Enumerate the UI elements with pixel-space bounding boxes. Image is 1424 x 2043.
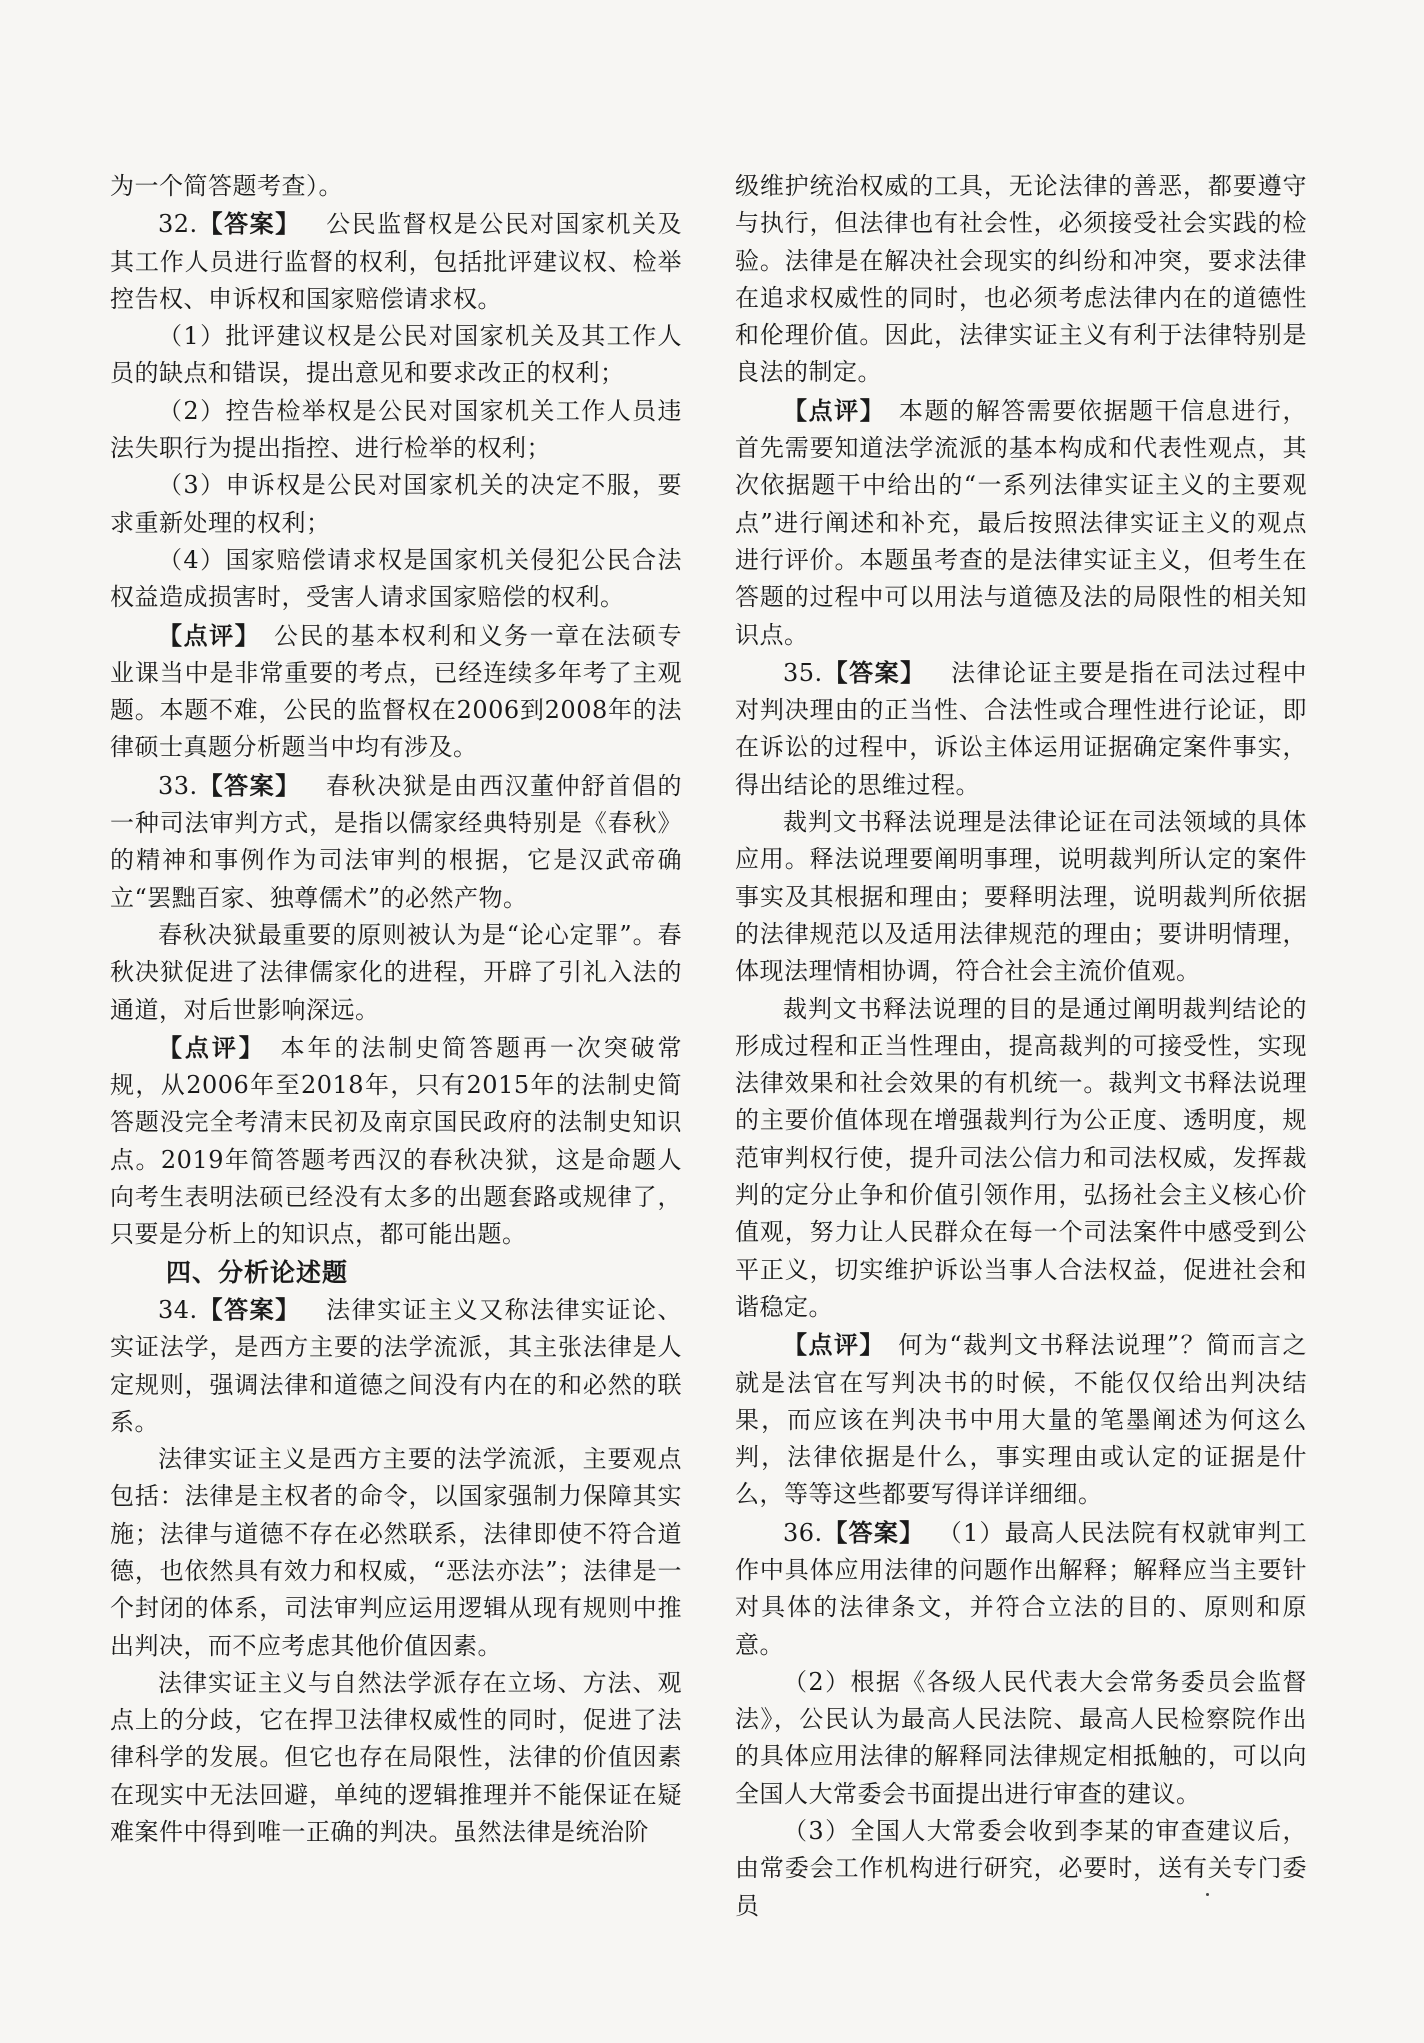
- question-number: 35.: [783, 658, 823, 687]
- answer-tag: 【答案】: [822, 1517, 925, 1547]
- answer-34: [110, 1291, 682, 1441]
- right-column: [735, 168, 1307, 1925]
- paragraph: 级维护统治权威的工具，无论法律的善恶，都要遵守与执行，但法律也有社会性，必须接受社会实践的检验。法律是在解决社会现实的纠纷和冲突，要求法律在追求权威性的同时，也必须考虑法律内在的道德性和伦理价值。因此，法律实证主义有利于法律特别是良法的制定。: [735, 172, 1307, 387]
- comment-33: [110, 1029, 682, 1254]
- list-item: （3）全国人大常委会收到李某的审查建议后，由常委会工作机构进行研究，必要时，送有关专门委员: [735, 1817, 1307, 1920]
- comment-text: 何为“裁判文书释法说理”？简而言之就是法官在写判决书的时候，不能仅仅给出判决结果，而应该在判决书中用大量的笔墨阐述为何这么判，法律依据是什么，事实理由或认定的证据是什么，等等这些都要写得详详细细。: [735, 1331, 1308, 1509]
- answer-35: [735, 654, 1307, 804]
- section-heading: 四、分析论述题: [166, 1257, 349, 1287]
- question-number: 32.: [158, 210, 198, 239]
- comment-32: [110, 617, 682, 767]
- list-item: （2）根据《各级人民代表大会常务委员会监督法》，公民认为最高人民法院、最高人民检察院作出的具体应用法律的解释同法律规定相抵触的，可以向全国人大常委会书面提出进行审查的建议。: [735, 1667, 1307, 1808]
- answer-36: [735, 1514, 1307, 1664]
- answer-tag: 【答案】: [197, 1294, 301, 1324]
- question-number: 34.: [158, 1295, 198, 1324]
- paragraph: 法律实证主义是西方主要的法学流派，主要观点包括：法律是主权者的命令，以国家强制力保障其实施；法律与道德不存在必然联系，法律即使不符合道德，也依然具有效力和权威，“恶法亦法”；法律是一个封闭的体系，司法审判应运用逻辑从现有规则中推出判决，而不应考虑其他价值因素。: [110, 1445, 682, 1660]
- comment-tag: 【点评】: [158, 620, 261, 650]
- answer-text: 春秋决狱是由西汉董仲舒首倡的一种司法审判方式，是指以儒家经典特别是《春秋》的精神和事例作为司法审判的根据，它是汉武帝确立“罢黜百家、独尊儒术”的必然产物。: [110, 771, 683, 912]
- paragraph: 裁判文书释法说理的目的是通过阐明裁判结论的形成过程和正当性理由，提高裁判的可接受性，实现法律效果和社会效果的有机统一。裁判文书释法说理的主要价值体现在增强裁判行为公正度、透明度，规范审判权行使，提升司法公信力和司法权威，发挥裁判的定分止争和价值引领作用，弘扬社会主义核心价值观，努力让人民群众在每一个司法案件中感受到公平正义，切实维护诉讼当事人合法权益，促进社会和谐稳定。: [735, 994, 1307, 1321]
- comment-tag: 【点评】: [783, 1330, 885, 1360]
- comment-34: [735, 392, 1307, 654]
- paragraph: 裁判文书释法说理是法律论证在司法领域的具体应用。释法说理要阐明事理，说明裁判所认定的案件事实及其根据和理由；要释明法理，说明裁判所依据的法律规范以及适用法律规范的理由；要讲明情理，体现法理情相协调，符合社会主流价值观。: [735, 808, 1307, 986]
- answer-tag: 【答案】: [822, 657, 926, 687]
- paragraph: 为一个简答题考查）。: [110, 172, 343, 200]
- list-item: （1）批评建议权是公民对国家机关及其工作人员的缺点和错误，提出意见和要求改正的权利；: [110, 322, 682, 388]
- answer-text: 法律论证主要是指在司法过程中对判决理由的正当性、合法性或合理性进行论证，即在诉讼的过程中，诉讼主体运用证据确定案件事实，得出结论的思维过程。: [735, 658, 1308, 799]
- answer-text: （1）最高人民法院有权就审判工作中具体应用法律的问题作出解释；解释应当主要针对具体的法律条文，并符合立法的目的、原则和原意。: [735, 1518, 1307, 1659]
- answer-33: [110, 767, 682, 917]
- answer-text: 法律实证主义又称法律实证论、实证法学，是西方主要的法学流派，其主张法律是人定规则，强调法律和道德之间没有内在的和必然的联系。: [110, 1295, 683, 1436]
- paragraph: 春秋决狱最重要的原则被认为是“论心定罪”。春秋决狱促进了法律儒家化的进程，开辟了引礼入法的通道，对后世影响深远。: [110, 920, 682, 1024]
- comment-35: [735, 1326, 1307, 1513]
- comment-text: 公民的基本权利和义务一章在法硕专业课当中是非常重要的考点，已经连续多年考了主观题。本题不难，公民的监督权在2006到2008年的法律硕士真题分析题当中均有涉及。: [110, 621, 683, 762]
- scan-speck: [1206, 1893, 1209, 1896]
- list-item: （2）控告检举权是公民对国家机关工作人员违法失职行为提出指控、进行检举的权利；: [110, 396, 682, 463]
- answer-32: [110, 205, 682, 318]
- list-item: （4）国家赔偿请求权是国家机关侵犯公民合法权益造成损害时，受害人请求国家赔偿的权利。: [110, 545, 682, 612]
- comment-tag: 【点评】: [158, 1032, 266, 1062]
- list-item: （3）申诉权是公民对国家机关的决定不服，要求重新处理的权利；: [110, 471, 682, 537]
- question-number: 33.: [158, 771, 198, 800]
- comment-text: 本年的法制史简答题再一次突破常规，从2006年至2018年，只有2015年的法制史简答题没完全考清末民初及南京国民政府的法制史知识点。2019年简答题考西汉的春秋决狱，这是命题人向考生表明法硕已经没有太多的出题套路或规律了，只要是分析上的知识点，都可能出题。: [110, 1033, 683, 1249]
- answer-tag: 【答案】: [197, 770, 301, 800]
- comment-tag: 【点评】: [783, 395, 886, 425]
- answer-tag: 【答案】: [197, 209, 301, 239]
- left-column: [110, 168, 682, 1851]
- comment-text: 本题的解答需要依据题干信息进行，首先需要知道法学流派的基本构成和代表性观点，其次依据题干中给出的“一系列法律实证主义的主要观点”进行阐述和补充，最后按照法律实证主义的观点进行评价。本题虽考查的是法律实证主义，但考生在答题的过程中可以用法与道德及法的局限性的相关知识点。: [735, 396, 1308, 649]
- question-number: 36.: [783, 1518, 823, 1547]
- answer-text: 公民监督权是公民对国家机关及其工作人员进行监督的权利，包括批评建议权、检举控告权、申诉权和国家赔偿请求权。: [110, 210, 683, 313]
- paragraph: 法律实证主义与自然法学派存在立场、方法、观点上的分歧，它在捍卫法律权威性的同时，促进了法律科学的发展。但它也存在局限性，法律的价值因素在现实中无法回避，单纯的逻辑推理并不能保证在疑难案件中得到唯一正确的判决。虽然法律是统治阶: [110, 1668, 682, 1847]
